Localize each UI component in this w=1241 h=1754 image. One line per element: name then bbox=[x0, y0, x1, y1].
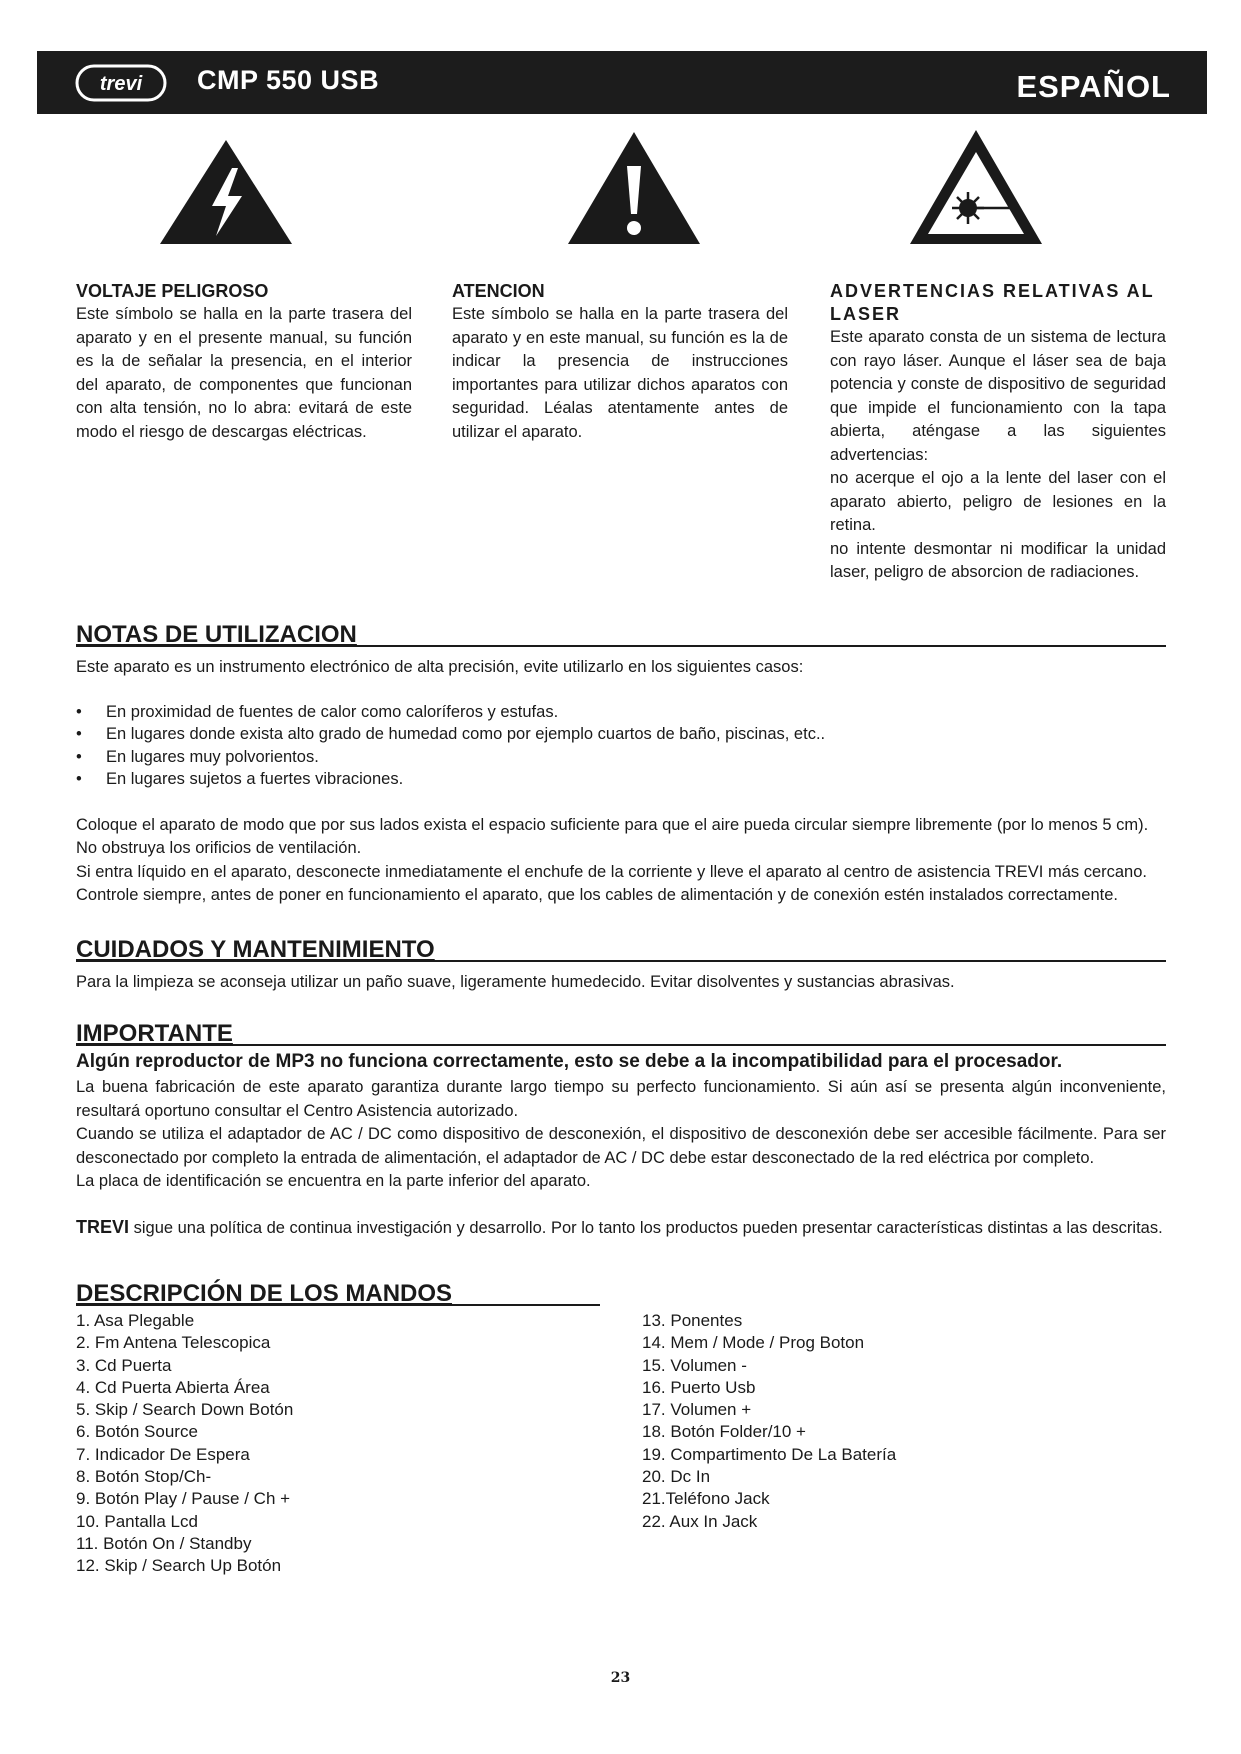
list-item: 1. Asa Plegable bbox=[76, 1311, 195, 1330]
list-item: 14. Mem / Mode / Prog Boton bbox=[642, 1333, 865, 1353]
language-label: ESPAÑOL bbox=[1016, 69, 1171, 104]
paragraph: Cuando se utiliza el adaptador de AC / DC como dispositivo de desconexión, el dispositivo de desconexión debe ser accesible fácilmente. Para ser desconectado por completo la entrada de alimentación, el adaptador de AC / DC debe estar desconectado de la red eléctrica por completo. bbox=[76, 1125, 1166, 1167]
list-item: 19. Compartimento De La Batería bbox=[642, 1444, 897, 1464]
list-item: 8. Botón Stop/Ch- bbox=[76, 1467, 212, 1487]
list-item: 20. Dc In bbox=[642, 1467, 711, 1487]
warning-laser-title: ADVERTENCIAS RELATIVAS AL LASER bbox=[830, 281, 1155, 324]
paragraph: Coloque el aparato de modo que por sus lados exista el espacio suficiente para que el aire pueda circular siempre libremente (por lo menos 5 cm). bbox=[76, 815, 1149, 834]
notas-bullets bbox=[76, 701, 1166, 791]
warning-voltage bbox=[76, 280, 412, 444]
warning-attention-text: Este símbolo se halla en la parte trasera del aparato y en este manual, su función es la de indicar la presencia de instrucciones importantes para utilizar dichos aparatos con seguridad. Léalas atentamente antes de utilizar el aparato. bbox=[452, 305, 788, 441]
policy-text: sigue una política de continua investigación y desarrollo. Por lo tanto los productos pueden presentar características distintas a las descritas. bbox=[129, 1218, 1163, 1237]
warning-laser-text: Este aparato consta de un sistema de lectura con rayo láser. Aunque el láser sea de baja potencia y conste de dispositivo de seguridad que impide el funcionamiento con la tapa abierta, aténgase a las siguientes advertencias: bbox=[830, 328, 1166, 464]
header-bar bbox=[37, 51, 1207, 114]
svg-text:trevi: trevi bbox=[99, 73, 143, 95]
high-voltage-triangle-icon bbox=[158, 138, 294, 246]
list-item: 2. Fm Antena Telescopica bbox=[76, 1333, 271, 1353]
list-item: 21.Teléfono Jack bbox=[642, 1489, 770, 1509]
list-item: • En lugares donde exista alto grado de humedad como por ejemplo cuartos de baño, piscinas, etc.. bbox=[76, 723, 1166, 746]
list-item: 10. Pantalla Lcd bbox=[76, 1511, 198, 1531]
warning-laser-item: no intente desmontar ni modificar la unidad laser, peligro de absorcion de radiaciones. bbox=[830, 539, 1166, 581]
page-number: 23 bbox=[610, 1670, 631, 1686]
list-item: 16. Puerto Usb bbox=[642, 1377, 756, 1397]
notas-paragraphs bbox=[76, 814, 1166, 908]
list-item: 9. Botón Play / Pause / Ch + bbox=[76, 1489, 291, 1509]
importante-section bbox=[76, 1021, 1166, 1240]
paragraph: Controle siempre, antes de poner en funcionamiento el aparato, que los cables de alimentación y de conexión estén instalados correctamente. bbox=[76, 886, 1118, 904]
warning-attention-title: ATENCION bbox=[452, 281, 545, 301]
list-item: 17. Volumen + bbox=[642, 1400, 752, 1420]
warning-laser-item: no acerque el ojo a la lente del laser con el aparato abierto, peligro de lesiones en la retina. bbox=[830, 469, 1166, 534]
paragraph: La placa de identificación se encuentra en la parte inferior del aparato. bbox=[76, 1172, 591, 1190]
policy-line bbox=[76, 1216, 1166, 1241]
controls-section bbox=[76, 1281, 676, 1307]
warning-laser bbox=[830, 280, 1166, 585]
paragraph: No obstruya los orificios de ventilación. bbox=[76, 839, 362, 857]
notas-intro: Este aparato es un instrumento electrónico de alta precisión, evite utilizarlo en los siguientes casos: bbox=[76, 658, 804, 676]
paragraph: La buena fabricación de este aparato garantiza durante largo tiempo su perfecto funcionamiento. Si aún así se presenta algún inconveniente, resultará oportuno consultar el Centro Asistencia autorizado. bbox=[76, 1078, 1166, 1120]
warning-voltage-title: VOLTAJE PELIGROSO bbox=[76, 281, 269, 301]
controls-list-right bbox=[642, 1310, 896, 1533]
cuidados-title: CUIDADOS Y MANTENIMIENTO bbox=[76, 936, 435, 963]
list-item: • En lugares muy polvorientos. bbox=[76, 746, 1166, 769]
notas-section bbox=[76, 622, 1166, 908]
trevi-logo bbox=[75, 64, 167, 102]
model-name: CMP 550 USB bbox=[197, 65, 380, 95]
exclamation-triangle-icon bbox=[566, 130, 702, 246]
list-item: 7. Indicador De Espera bbox=[76, 1444, 250, 1464]
list-item: 6. Botón Source bbox=[76, 1422, 198, 1442]
importante-bold: Algún reproductor de MP3 no funciona correctamente, esto se debe a la incompatibilidad para el procesador. bbox=[76, 1051, 1063, 1072]
notas-title: NOTAS DE UTILIZACION bbox=[76, 621, 357, 648]
list-item: 5. Skip / Search Down Botón bbox=[76, 1400, 294, 1420]
laser-triangle-icon bbox=[908, 128, 1044, 246]
list-item: 22. Aux In Jack bbox=[642, 1511, 758, 1531]
list-item: • En proximidad de fuentes de calor como caloríferos y estufas. bbox=[76, 701, 1166, 724]
list-item: 18. Botón Folder/10 + bbox=[642, 1422, 806, 1442]
importante-title: IMPORTANTE bbox=[76, 1020, 233, 1047]
list-item: 4. Cd Puerta Abierta Área bbox=[76, 1377, 270, 1397]
list-item: 12. Skip / Search Up Botón bbox=[76, 1556, 282, 1576]
list-item: 15. Volumen - bbox=[642, 1355, 747, 1375]
controls-title: DESCRIPCIÓN DE LOS MANDOS bbox=[76, 1280, 453, 1307]
list-item: 13. Ponentes bbox=[642, 1311, 743, 1330]
warning-attention bbox=[452, 280, 788, 444]
importante-paragraphs bbox=[76, 1076, 1166, 1194]
warning-voltage-text: Este símbolo se halla en la parte trasera del aparato y en el presente manual, su función es la de señalar la presencia, en el interior del aparato, de componentes que funcionan con alta tensión, no lo abra: evitará de este modo el riesgo de descargas eléctricas. bbox=[76, 305, 412, 441]
cuidados-section bbox=[76, 937, 1166, 995]
policy-brand: TREVI bbox=[76, 1216, 130, 1237]
list-item: • En lugares sujetos a fuertes vibraciones. bbox=[76, 768, 1166, 791]
cuidados-text: Para la limpieza se aconseja utilizar un paño suave, ligeramente humedecido. Evitar disolventes y sustancias abrasivas. bbox=[76, 973, 955, 991]
controls-list-left bbox=[76, 1310, 293, 1578]
list-item: 11. Botón On / Standby bbox=[76, 1533, 252, 1553]
paragraph: Si entra líquido en el aparato, desconecte inmediatamente el enchufe de la corriente y lleve el aparato al centro de asistencia TREVI más cercano. bbox=[76, 862, 1147, 881]
list-item: 3. Cd Puerta bbox=[76, 1355, 172, 1375]
